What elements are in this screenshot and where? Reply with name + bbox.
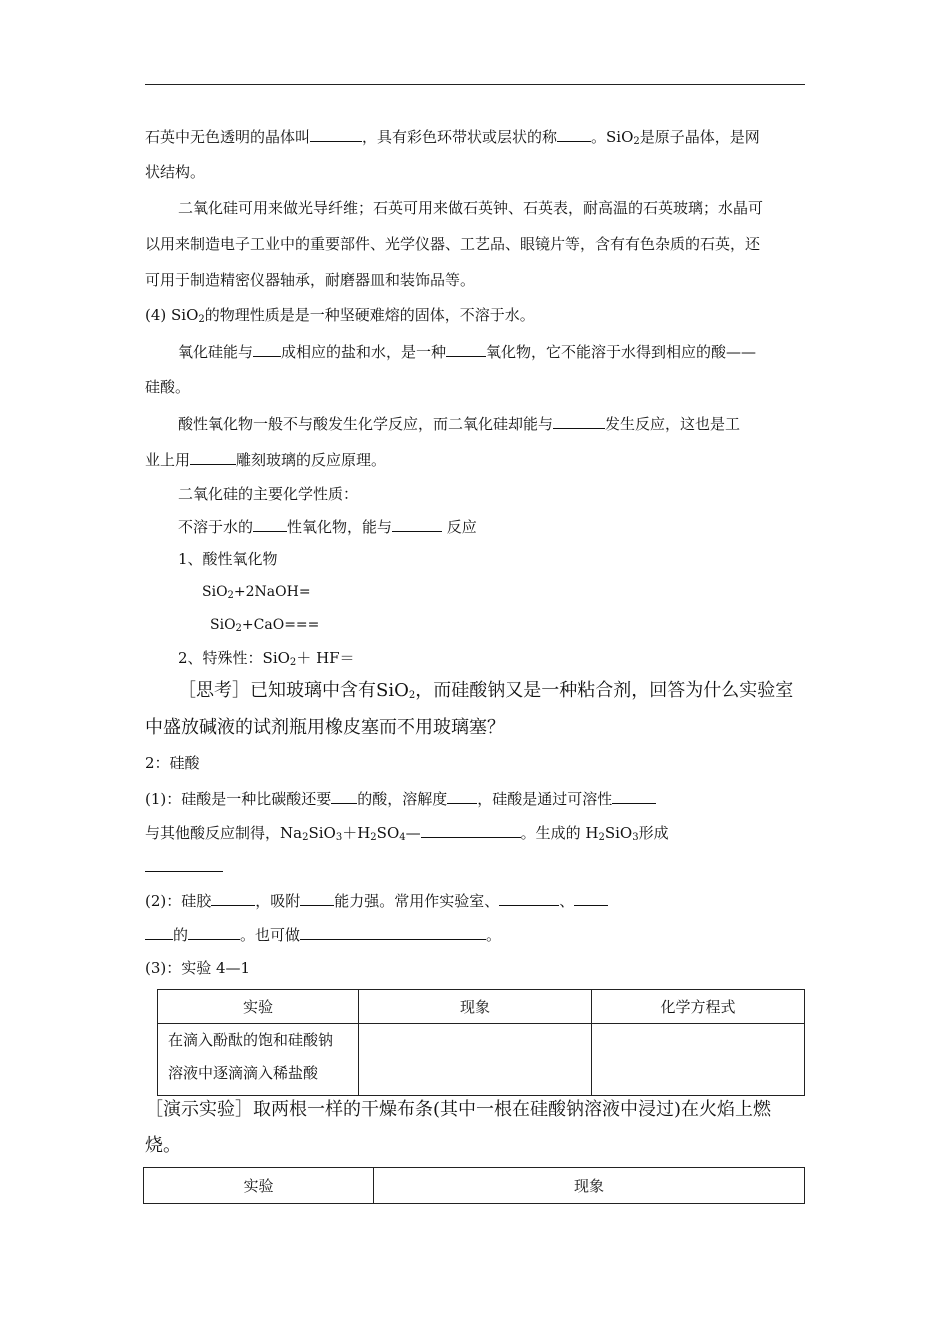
text-line: 氧化硅能与 成相应的盐和水，是一种 氧化物，它不能溶于水得到相应的酸—— <box>178 343 757 361</box>
text-line: 1、酸性氧化物 <box>178 550 278 568</box>
blank <box>300 890 334 906</box>
text-line: 不溶于水的 性氧化物，能与 反应 <box>178 518 477 536</box>
blank <box>446 341 486 357</box>
blank <box>145 924 173 940</box>
text-line: 二氧化硅可用来做光导纤维；石英可用来做石英钟、石英表，耐高温的石英玻璃；水晶可 <box>178 199 764 217</box>
text-line <box>145 856 810 877</box>
text-line: 可用于制造精密仪器轴承，耐磨器皿和装饰品等。 <box>145 271 476 289</box>
text-line: 硅酸。 <box>145 378 191 396</box>
blank <box>253 516 287 532</box>
text-line: (2)：硅胶 ，吸附 能力强。常用作实验室、 、 <box>145 890 810 911</box>
experiment-table <box>157 989 805 1096</box>
table-header-cell: 现象 <box>374 1168 805 1204</box>
blank <box>211 890 255 906</box>
text-line: 以用来制造电子工业中的重要部件、光学仪器、工艺品、眼镜片等，含有有色杂质的石英，还 <box>145 235 761 253</box>
text-line: 状结构。 <box>145 163 206 181</box>
think-question: ［思考］已知玻璃中含有SiO$_2$，而硅酸钠又是一种粘合剂，回答为什么实验室 <box>178 680 794 701</box>
blank <box>447 788 477 804</box>
text-line: 二氧化硅的主要化学性质： <box>178 485 359 503</box>
section-heading: 2：硅酸 <box>145 754 200 772</box>
blank <box>499 890 559 906</box>
text-line: 业上用 雕刻玻璃的反应原理。 <box>145 451 387 469</box>
blank <box>553 413 605 429</box>
blank <box>392 516 442 532</box>
blank <box>612 788 656 804</box>
table-header-cell: 实验 <box>144 1168 374 1204</box>
text-line: (3)：实验 4—1 <box>145 959 251 977</box>
blank <box>253 341 281 357</box>
table-cell: 在滴入酚酞的饱和硅酸钠 溶液中逐滴滴入稀盐酸 <box>158 1024 359 1096</box>
table-row <box>158 1024 805 1096</box>
blank <box>310 126 362 142</box>
demo-table <box>143 1167 805 1204</box>
text-line: 烧。 <box>145 1135 181 1156</box>
table-header-row <box>158 990 805 1024</box>
blank <box>145 856 223 872</box>
text-line: 与其他酸反应制得，$Na_2SiO_3+H_2SO_4—$ 。生成的 $H_2SiO_3$形成 <box>145 824 669 843</box>
text-line: 2、特殊性：SiO$_2$＋ HF＝ <box>178 649 355 668</box>
equation: SiO$_2$+2NaOH= <box>202 584 311 601</box>
table-cell <box>359 1024 592 1096</box>
demo-experiment: ［演示实验］取两根一样的干燥布条(其中一根在硅酸钠溶液中浸过)在火焰上燃 <box>145 1099 772 1120</box>
blank <box>331 788 357 804</box>
text-line: 中盛放碱液的试剂瓶用橡皮塞而不用玻璃塞？ <box>145 717 505 738</box>
blank <box>300 924 486 940</box>
table-header-cell: 现象 <box>359 990 592 1024</box>
table-header-row <box>144 1168 805 1204</box>
physical-property-line: (4) SiO$_2$的物理性质是是一种坚硬难熔的固体，不溶于水。 <box>145 306 535 325</box>
blank <box>190 449 236 465</box>
table-cell <box>592 1024 805 1096</box>
text-line: 酸性氧化物一般不与酸发生化学反应，而二氧化硅却能与 发生反应，这也是工 <box>178 415 741 433</box>
quartz-crystal-line: 石英中无色透明的晶体叫 ，具有彩色环带状或层状的称 。SiO$_2$是原子晶体，是网 <box>145 128 760 147</box>
blank <box>188 924 240 940</box>
header-rule <box>145 84 805 85</box>
blank <box>557 126 591 142</box>
blank <box>421 822 521 838</box>
equation: SiO$_2$+CaO=== <box>210 617 320 634</box>
blank <box>574 890 608 906</box>
table-header-cell: 实验 <box>158 990 359 1024</box>
text-line: 的 。也可做 。 <box>145 924 810 945</box>
text-line: (1)：硅酸是一种比碳酸还要 的酸，溶解度 ，硅酸是通过可溶性 <box>145 788 810 809</box>
table-header-cell: 化学方程式 <box>592 990 805 1024</box>
